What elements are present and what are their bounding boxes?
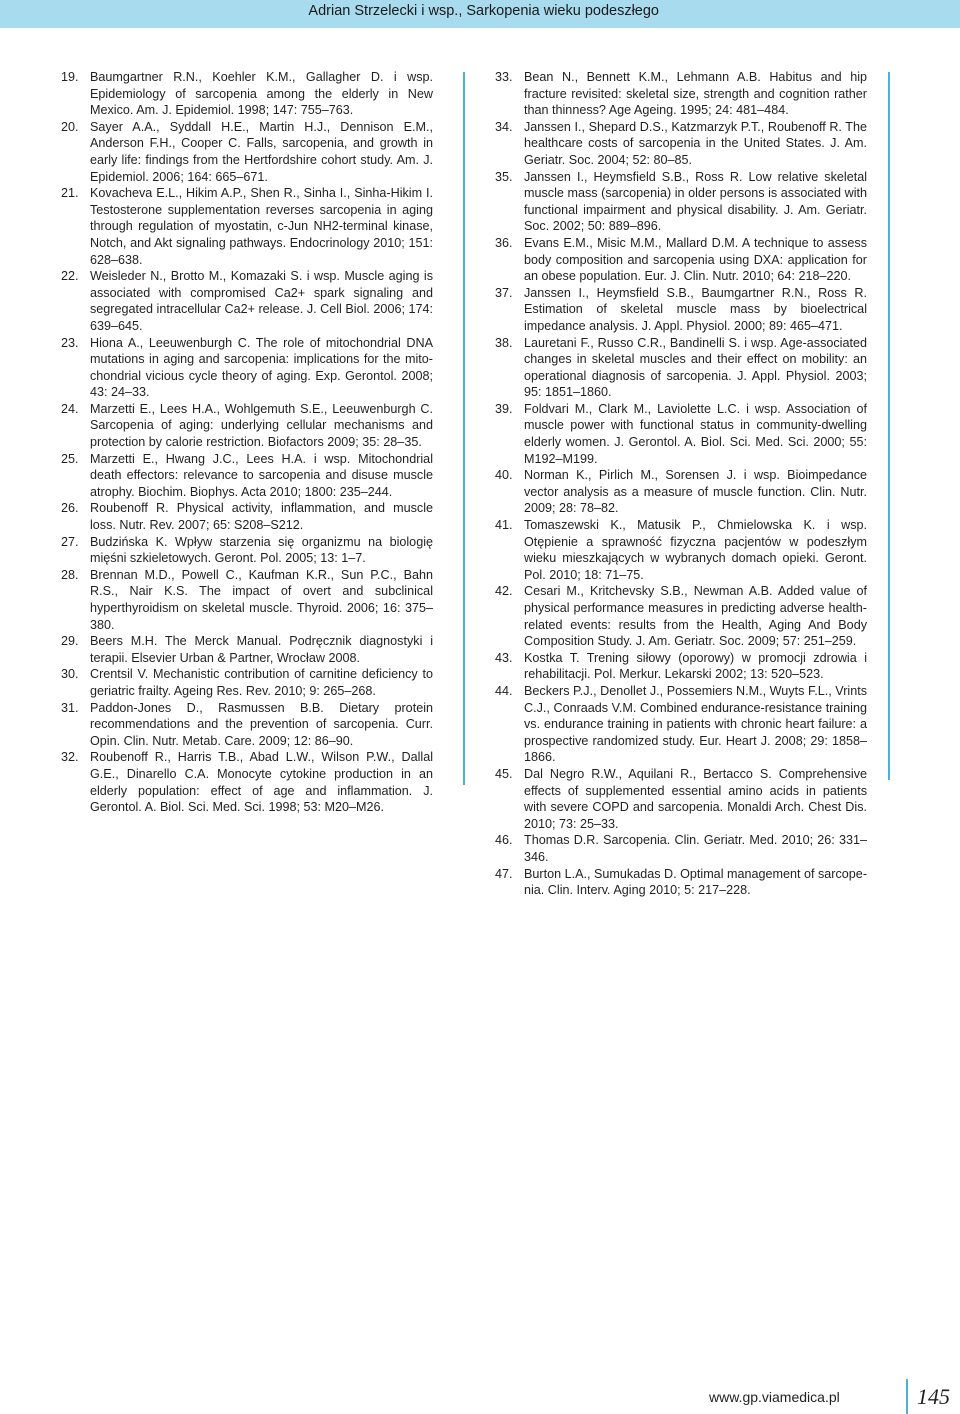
reference-text: Brennan M.D., Powell C., Kaufman K.R., Sun P.C., Bahn R.S., Nair K.S. The impact of overt and subclinical hyperthyroidism on skeletal muscle. Thyroid. 2006; 16: 375–380. <box>90 567 433 632</box>
references-right-column <box>495 69 867 899</box>
reference-number: 40. <box>495 468 513 483</box>
reference-number: 27. <box>61 534 79 549</box>
reference-item <box>495 517 867 583</box>
reference-text: Sayer A.A., Syddall H.E., Martin H.J., Dennison E.M., Anderson F.H., Cooper C. Falls, sarcopenia, and growth in early life: findings from the Hertfordshire cohort study. Am. J. Epidemiol. 2006; 164: 665–671. <box>90 119 433 184</box>
reference-item <box>495 69 867 119</box>
reference-number: 37. <box>495 285 513 300</box>
reference-item <box>61 451 433 501</box>
running-header <box>308 3 659 19</box>
reference-number: 29. <box>61 634 79 649</box>
reference-text: Bean N., Bennett K.M., Lehmann A.B. Habitus and hip fracture revisited: skeletal size, strength and cognition rather than thinness? Age Ageing. 1995; 24: 481–484. <box>524 70 867 118</box>
reference-text: Weisleder N., Brotto M., Komazaki S. i wsp. Muscle aging is associated with compromised Ca2+ spark signaling and segregated intracellular Ca2+ release. J. Cell Biol. 2006; 174: 639–645. <box>90 269 433 333</box>
reference-number: 44. <box>495 683 513 698</box>
reference-item <box>61 268 433 334</box>
header-authors: Adrian Strzelecki i wsp. <box>308 3 459 19</box>
reference-text: Paddon-Jones D., Rasmussen B.B. Dietary protein recommendations and the prevention of sarcopenia. Curr. Opin. Clin. Nutr. Metab. Care. 2009; 12: 86–90. <box>90 700 433 748</box>
reference-number: 28. <box>61 567 79 582</box>
reference-number: 35. <box>495 169 513 184</box>
reference-number: 34. <box>495 119 513 134</box>
reference-text: Crentsil V. Mechanistic contribution of carnitine deficiency to geriatric frailty. Ageing Res. Rev. 2010; 9: 265–268. <box>90 667 433 698</box>
reference-text: Janssen I., Heymsfield S.B., Baumgartner R.N., Ross R. Estimation of skeletal muscle mass by bioelectrical impedance analysis. J. Appl. Physiol. 2000; 89: 465–471. <box>524 285 867 333</box>
reference-text: Janssen I., Heymsfield S.B., Ross R. Low relative skeletal muscle mass (sarcopenia) in older persons is associated with functional impairment and physical disability. J. Am. Geriatr. Soc. 2002; 50: 889–896. <box>524 169 867 234</box>
reference-number: 41. <box>495 518 513 533</box>
reference-item <box>61 749 433 815</box>
reference-item <box>495 119 867 169</box>
reference-number: 43. <box>495 650 513 665</box>
reference-text: Hiona A., Leeuwenburgh C. The role of mitochondrial DNA mutations in aging and sarcopenia: implications for the mitochondrial vicious cycle theory of aging. Exp. Gerontol. 2008; 43: 24–33. <box>90 335 433 400</box>
reference-number: 23. <box>61 335 79 350</box>
reference-item <box>495 766 867 832</box>
reference-number: 30. <box>61 667 79 682</box>
reference-item <box>61 700 433 750</box>
reference-text: Foldvari M., Clark M., Laviolette L.C. i wsp. Association of muscle power with functional status in community-dwelling elderly women. J. Gerontol. A. Biol. Sci. Med. Sci. 2000; 55: M192–M199. <box>524 401 867 466</box>
right-column-rule <box>888 72 890 780</box>
reference-number: 46. <box>495 833 513 848</box>
journal-website: www.gp.viamedica.pl <box>709 1389 840 1405</box>
reference-text: Beckers P.J., Denollet J., Possemiers N.M., Wuyts F.L., Vrints C.J., Conraads V.M. Combined endurance-resistance training vs. endurance training in patients with chronic heart failure: a prospective randomized study. Eur. Heart J. 2008; 29: 1858–1866. <box>524 683 867 765</box>
reference-item <box>61 185 433 268</box>
reference-text: Cesari M., Kritchevsky S.B., Newman A.B. Added value of physical performance measures in predicting adverse health-related events: results from the Health, Aging And Body Composition Study. J. Am. Geriatr. Soc. 2009; 57: 251–259. <box>524 584 867 649</box>
header-title: Sarkopenia wieku podeszłego <box>466 3 659 19</box>
reference-item <box>61 534 433 567</box>
reference-number: 39. <box>495 401 513 416</box>
reference-text: Norman K., Pirlich M., Sorensen J. i wsp. Bioimpedance vector analysis as a measure of muscle function. Clin. Nutr. 2009; 28: 78–82. <box>524 468 867 516</box>
reference-item <box>61 335 433 401</box>
reference-number: 42. <box>495 584 513 599</box>
reference-item <box>61 69 433 119</box>
running-header-band <box>0 0 960 28</box>
header-separator: , <box>458 3 463 19</box>
reference-number: 45. <box>495 766 513 781</box>
reference-text: Tomaszewski K., Matusik P., Chmielowska K. i wsp. Otępienie a sprawność fizyczna pacjentów w podeszłym wieku mieszkających w wybranych domach opieki. Geront. Pol. 2010; 18: 71–75. <box>524 518 867 582</box>
reference-number: 33. <box>495 70 513 84</box>
reference-text: Lauretani F., Russo C.R., Bandinelli S. i wsp. Age-associated changes in skeletal muscles and their effect on mobility: an operational diagnosis of sarcopenia. J. Appl. Physiol. 2003; 95: 1851–1860. <box>524 335 867 400</box>
reference-item <box>495 235 867 285</box>
reference-item <box>495 169 867 235</box>
reference-item <box>61 401 433 451</box>
left-column-rule <box>463 72 465 785</box>
reference-number: 38. <box>495 335 513 350</box>
reference-text: Baumgartner R.N., Koehler K.M., Gallagher D. i wsp. Epidemiology of sarcopenia among the elderly in New Mexico. Am. J. Epidemiol. 1998; 147: 755–763. <box>90 70 433 118</box>
page-number: 145 <box>917 1384 950 1409</box>
reference-text: Beers M.H. The Merck Manual. Podręcznik diagnostyki i terapii. Elsevier Urban & Partner, Wrocław 2008. <box>90 634 433 665</box>
reference-item <box>61 500 433 533</box>
reference-number: 22. <box>61 269 79 284</box>
reference-number: 20. <box>61 119 79 134</box>
reference-text: Roubenoff R. Physical activity, inflammation, and muscle loss. Nutr. Rev. 2007; 65: S208–S212. <box>90 501 433 533</box>
reference-number: 36. <box>495 235 513 250</box>
reference-item <box>61 119 433 185</box>
references-left-column <box>61 69 433 816</box>
reference-text: Budzińska K. Wpływ starzenia się organizmu na biologię mięśni szkieletowych. Geront. Pol. 2005; 13: 1–7. <box>90 534 433 566</box>
reference-item <box>495 335 867 401</box>
reference-text: Marzetti E., Lees H.A., Wohlgemuth S.E., Leeuwenburgh C. Sarcopenia of aging: underlying cellular mechanisms and protection by calorie restriction. Biofactors 2009; 35: 28–35. <box>90 401 433 450</box>
reference-item <box>495 650 867 683</box>
reference-item <box>495 866 867 899</box>
reference-item <box>495 832 867 865</box>
reference-item <box>495 583 867 649</box>
reference-item <box>495 467 867 517</box>
reference-number: 21. <box>61 186 79 201</box>
reference-number: 32. <box>61 750 79 765</box>
reference-text: Janssen I., Shepard D.S., Katzmarzyk P.T., Roubenoff R. The healthcare costs of sarcopenia in the United States. J. Am. Geriatr. Soc. 2004; 52: 80–85. <box>524 119 867 167</box>
reference-text: Thomas D.R. Sarcopenia. Clin. Geriatr. Med. 2010; 26: 331–346. <box>524 833 867 864</box>
reference-text: Kostka T. Trening siłowy (oporowy) w promocji zdrowia i rehabilitacji. Pol. Merkur. Lekarski 2002; 13: 520–523. <box>524 650 867 682</box>
reference-number: 47. <box>495 866 513 881</box>
reference-item <box>61 567 433 633</box>
reference-item <box>61 666 433 699</box>
reference-item <box>495 683 867 766</box>
reference-item <box>61 633 433 666</box>
reference-text: Evans E.M., Misic M.M., Mallard D.M. A technique to assess body composition and sarcopenia using DXA: application for an obese population. Eur. J. Clin. Nutr. 2010; 64: 218–220. <box>524 235 867 284</box>
reference-number: 24. <box>61 401 79 416</box>
reference-text: Roubenoff R., Harris T.B., Abad L.W., Wilson P.W., Dallal G.E., Dinarello C.A. Monocyte cytokine production in an elderly population: effect of age and inflammation. J. Gerontol. A. Biol. Sci. Med. Sci. 1998; 53: M20–M26. <box>90 750 433 815</box>
reference-text: Dal Negro R.W., Aquilani R., Bertacco S. Comprehensive effects of supplemented essential amino acids in patients with severe COPD and sarcopenia. Monaldi Arch. Chest Dis. 2010; 73: 25–33. <box>524 766 867 831</box>
reference-number: 19. <box>61 70 79 84</box>
footer-rule <box>906 1379 908 1414</box>
reference-text: Marzetti E., Hwang J.C., Lees H.A. i wsp. Mitochondrial death effectors: relevance to sarcopenia and disuse muscle atrophy. Biochim. Biophys. Acta 2010; 1800: 235–244. <box>90 451 433 499</box>
reference-number: 31. <box>61 700 79 715</box>
reference-number: 25. <box>61 451 79 466</box>
reference-text: Burton L.A., Sumukadas D. Optimal management of sarcopenia. Clin. Interv. Aging 2010; 5: 217–228. <box>524 866 868 898</box>
reference-text: Kovacheva E.L., Hikim A.P., Shen R., Sinha I., Sinha-Hikim I. Testosterone supplementation reverses sarcopenia in aging through regulation of myostatin, c-Jun NH2-terminal kinase, Notch, and Akt signaling pathways. Endocrinology 2010; 151: 628–638. <box>90 186 433 267</box>
reference-number: 26. <box>61 501 79 516</box>
reference-item <box>495 285 867 335</box>
reference-item <box>495 401 867 467</box>
